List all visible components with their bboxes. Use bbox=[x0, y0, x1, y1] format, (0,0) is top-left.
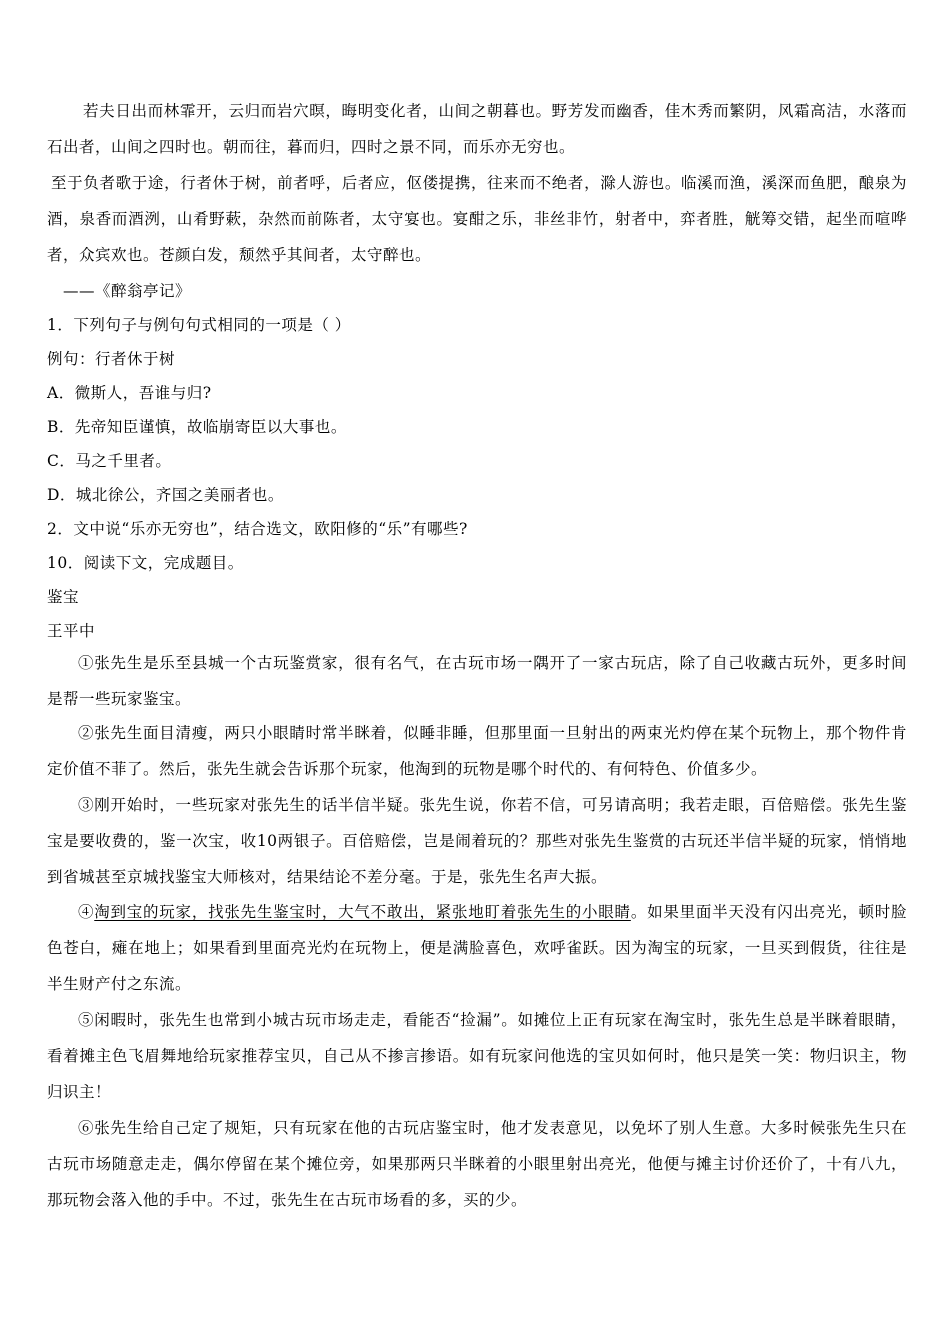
story-paragraph-1: ①张先生是乐至县城一个古玩鉴赏家，很有名气，在古玩市场一隅开了一家古玩店，除了自己收藏古玩外，更多时间是帮一些玩家鉴宝。 bbox=[47, 654, 907, 708]
question-1-option-a: A．微斯人，吾谁与归? bbox=[47, 384, 212, 402]
paragraph-4-rest: 。如果里面半天没有闪出亮光，顿时脸色苍白，瘫在地上；如果看到里面亮光灼在玩物上，便是满脸喜色，欢呼雀跃。因为淘宝的玩家，一旦买到假货，往往是半生财产付之东流。 bbox=[47, 903, 907, 993]
question-1-option-c: C．马之千里者。 bbox=[47, 452, 172, 470]
story-paragraph-3: ③刚开始时，一些玩家对张先生的话半信半疑。张先生说，你若不信，可另请高明；我若走眼，百倍赔偿。张先生鉴宝是要收费的，鉴一次宝，收10两银子。百倍赔偿，岂是闹着玩的？那些对张先生鉴赏的古玩还半信半疑的玩家，悄悄地到省城甚至京城找鉴宝大师核对，结果结论不差分毫。于是，张先生名声大振。 bbox=[47, 796, 907, 886]
story-paragraph-2: ②张先生面目清瘦，两只小眼睛时常半眯着，似睡非睡，但那里面一旦射出的两束光灼停在某个玩物上，那个物件肯定价值不菲了。然后，张先生就会告诉那个玩家，他淘到的玩物是哪个时代的、有何特色、价值多少。 bbox=[47, 724, 907, 778]
passage1-para1: 若夫日出而林霏开，云归而岩穴暝，晦明变化者，山间之朝暮也。野芳发而幽香，佳木秀而繁阴，风霜高洁，水落而石出者，山间之四时也。朝而往，暮而归，四时之景不同，而乐亦无穷也。 bbox=[47, 102, 907, 156]
question-1-example: 例句：行者休于树 bbox=[47, 350, 176, 368]
question-1-option-d: D．城北徐公，齐国之美丽者也。 bbox=[47, 486, 284, 504]
story-author: 王平中 bbox=[47, 622, 96, 640]
story-paragraph-6: ⑥张先生给自己定了规矩，只有玩家在他的古玩店鉴宝时，他才发表意见，以免坏了别人生意。大多时候张先生只在古玩市场随意走走，偶尔停留在某个摊位旁，如果那两只半眯着的小眼里射出亮光，他便与摊主讨价还价了，十有八九，那玩物会落入他的手中。不过，张先生在古玩市场看的多，买的少。 bbox=[47, 1119, 907, 1209]
story-paragraph-4 bbox=[47, 894, 907, 1002]
story-title: 鉴宝 bbox=[47, 588, 80, 606]
underlined-sentence: 淘到宝的玩家，找张先生鉴宝时，大气不敢出，紧张地盯着张先生的小眼睛 bbox=[94, 903, 631, 921]
paragraph-number: ④ bbox=[78, 903, 95, 921]
passage-source: ——《醉翁亭记》 bbox=[63, 282, 192, 300]
story-paragraph-5: ⑤闲暇时，张先生也常到小城古玩市场走走，看能否“捡漏”。如摊位上正有玩家在淘宝时，张先生总是半眯着眼睛，看着摊主色飞眉舞地给玩家推荐宝贝，自己从不掺言掺语。如有玩家问他选的宝贝如何时，他只是笑一笑：物归识主，物归识主！ bbox=[47, 1011, 907, 1101]
question-10-stem: 10．阅读下文，完成题目。 bbox=[47, 554, 244, 572]
question-1-stem: 1．下列句子与例句句式相同的一项是（ ） bbox=[47, 316, 351, 334]
question-1-option-b: B．先帝知臣谨慎，故临崩寄臣以大事也。 bbox=[47, 418, 347, 436]
question-2-stem: 2．文中说“乐亦无穷也”，结合选文，欧阳修的“乐”有哪些? bbox=[47, 520, 468, 538]
passage1-para2: 至于负者歌于途，行者休于树，前者呼，后者应，伛偻提携，往来而不绝者，滁人游也。临溪而渔，溪深而鱼肥，酿泉为酒，泉香而酒洌，山肴野蔌，杂然而前陈者，太守宴也。宴酣之乐，非丝非竹，射者中，弈者胜，觥筹交错，起坐而喧哗者，众宾欢也。苍颜白发，颓然乎其间者，太守醉也。 bbox=[47, 174, 907, 264]
